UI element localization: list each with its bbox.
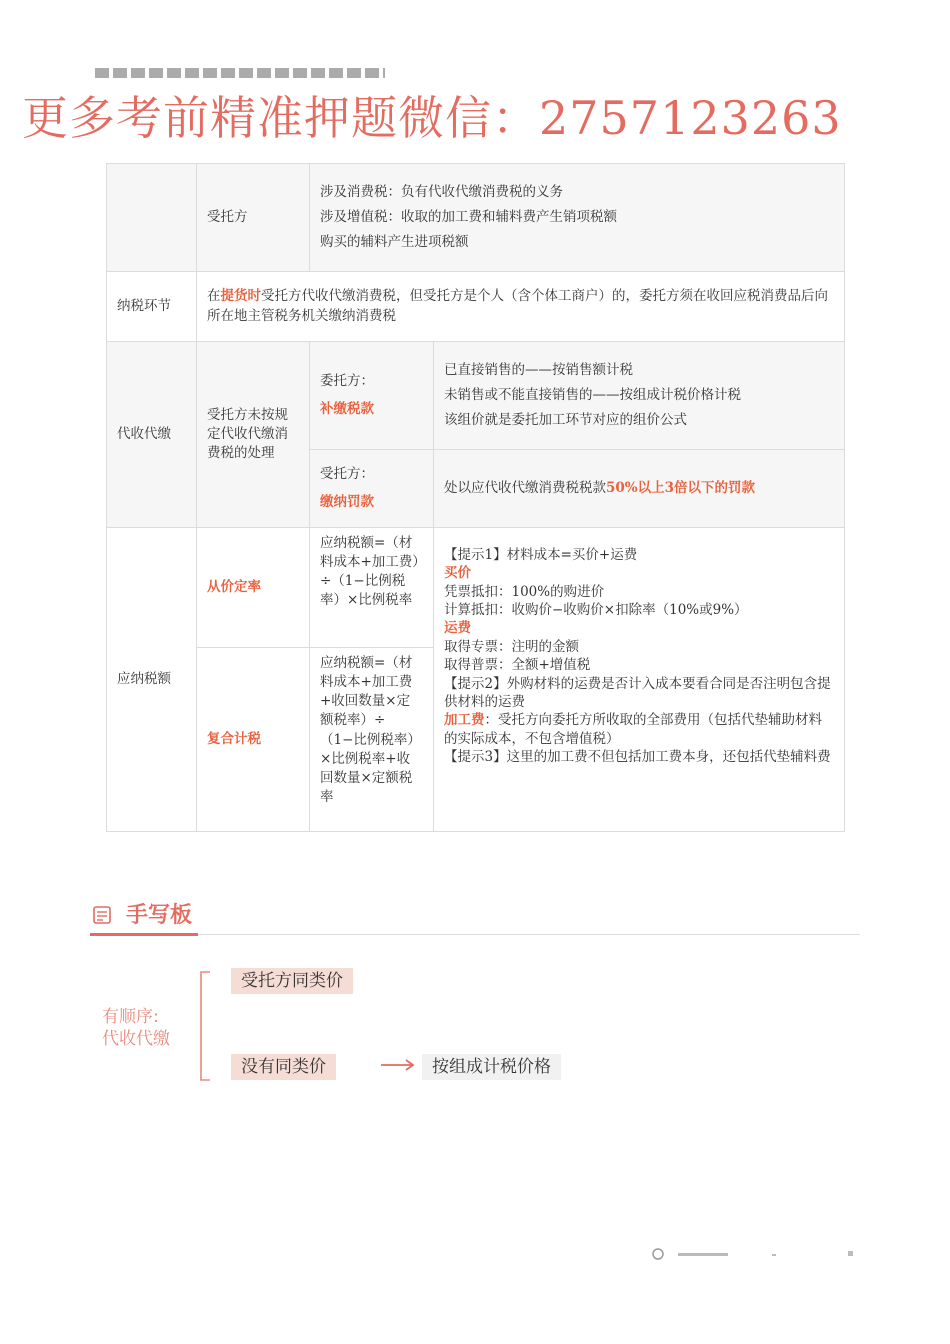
tip1: 【提示1】材料成本=买价+运费 — [444, 547, 638, 563]
freight-label: 运费 — [444, 620, 471, 637]
box1: 受托方同类价 — [231, 968, 353, 994]
box-no-price — [231, 1052, 336, 1077]
row3-b-party: 受托方： — [320, 466, 374, 483]
row2-highlight: 提货时 — [220, 288, 261, 305]
row1-lines — [310, 164, 845, 272]
row3-b-highlight: 50%以上3倍以下的罚款 — [606, 479, 756, 496]
left-label-line2: 代收代缴 — [102, 1029, 170, 1050]
box-same-price — [231, 966, 353, 991]
watermark: 更多考前精准押题微信：2757123263 — [22, 91, 842, 145]
row1-line: 购买的辅料产生进项税额 — [320, 234, 469, 251]
tax-table — [106, 163, 845, 832]
box3: 按组成计税价格 — [422, 1054, 561, 1080]
title-underline — [90, 933, 198, 936]
row3-b-party-cell — [310, 450, 434, 528]
buy-line: 计算抵扣：收购价−收购价×扣除率（10%或9%） — [444, 602, 748, 619]
row3-a-party-cell — [310, 342, 434, 450]
row3-sub: 受托方未按规定代收代缴消费税的处理 — [197, 342, 310, 528]
row2-text — [197, 272, 845, 342]
row4-tips — [434, 528, 845, 832]
footer-faint — [652, 1248, 862, 1260]
row2-text-pre: 在 — [207, 288, 221, 305]
row1-line: 涉及消费税：负有代收代缴消费税的义务 — [320, 183, 563, 200]
row3-a-line: 未销售或不能直接销售的——按组成计税价格计税 — [444, 386, 741, 403]
row3-a-line: 该组价就是委托加工环节对应的组价公式 — [444, 412, 687, 429]
freight-line: 取得普票：全额+增值税 — [444, 657, 591, 674]
fee-line — [444, 711, 834, 748]
buy-label: 买价 — [444, 565, 471, 582]
row4-label: 应纳税额 — [107, 528, 197, 832]
notepad-icon — [92, 904, 114, 926]
fee-label: 加工费 — [444, 712, 485, 729]
empty-cell — [107, 164, 197, 272]
row3-b-text-pre: 处以应代收代缴消费税税款 — [444, 479, 606, 496]
tip2: 【提示2】外购材料的运费是否计入成本要看合同是否注明包含提供材料的运费 — [444, 675, 831, 710]
row3-a-action: 补缴税款 — [320, 400, 374, 417]
tip3: 【提示3】这里的加工费不但包括加工费本身，还包括代垫辅料费 — [444, 748, 831, 765]
row4-b-method: 复合计税 — [197, 648, 310, 832]
box2: 没有同类价 — [231, 1054, 336, 1080]
row3-label: 代收代缴 — [107, 342, 197, 528]
row2-label: 纳税环节 — [107, 272, 197, 342]
row4-b-formula: 应纳税额=（材料成本+加工费+收回数量×定额税率）÷（1−比例税率）×比例税率+收回数量×定额税率 — [310, 648, 434, 832]
row3-a-line: 已直接销售的——按销售额计税 — [444, 361, 633, 378]
row4-a-method: 从价定率 — [197, 528, 310, 648]
handwriting-header — [90, 898, 860, 935]
row3-a-party: 委托方： — [320, 373, 374, 390]
row3-b-text — [434, 450, 845, 528]
row2-text-post: 受托方代收代缴消费税，但受托方是个人（含个体工商户）的，委托方须在收回应税消费品后向所在地主管税务机关缴纳消费税 — [207, 288, 828, 324]
row3-b-action: 缴纳罚款 — [320, 493, 374, 510]
left-label — [102, 1006, 170, 1050]
left-label-line1: 有顺序: — [102, 1007, 159, 1027]
handwriting-title: 手写板 — [126, 903, 193, 928]
row1-line: 涉及增值税：收取的加工费和辅料费产生销项税额 — [320, 208, 617, 225]
box-composite-price — [422, 1052, 561, 1077]
row3-a-lines — [434, 342, 845, 450]
header-faint-text — [95, 68, 385, 78]
row4-a-formula: 应纳税额=（材料成本+加工费）÷（1−比例税率）×比例税率 — [310, 528, 434, 648]
row1-sub: 受托方 — [197, 164, 310, 272]
arrow-right-icon — [380, 1058, 416, 1072]
fee-text: ：受托方向委托方所收取的全部费用（包括代垫辅助材料的实际成本，不包含增值税） — [444, 712, 822, 747]
freight-line: 取得专票：注明的金额 — [444, 638, 579, 655]
bracket — [196, 970, 216, 1082]
buy-line: 凭票抵扣：100%的购进价 — [444, 583, 605, 600]
